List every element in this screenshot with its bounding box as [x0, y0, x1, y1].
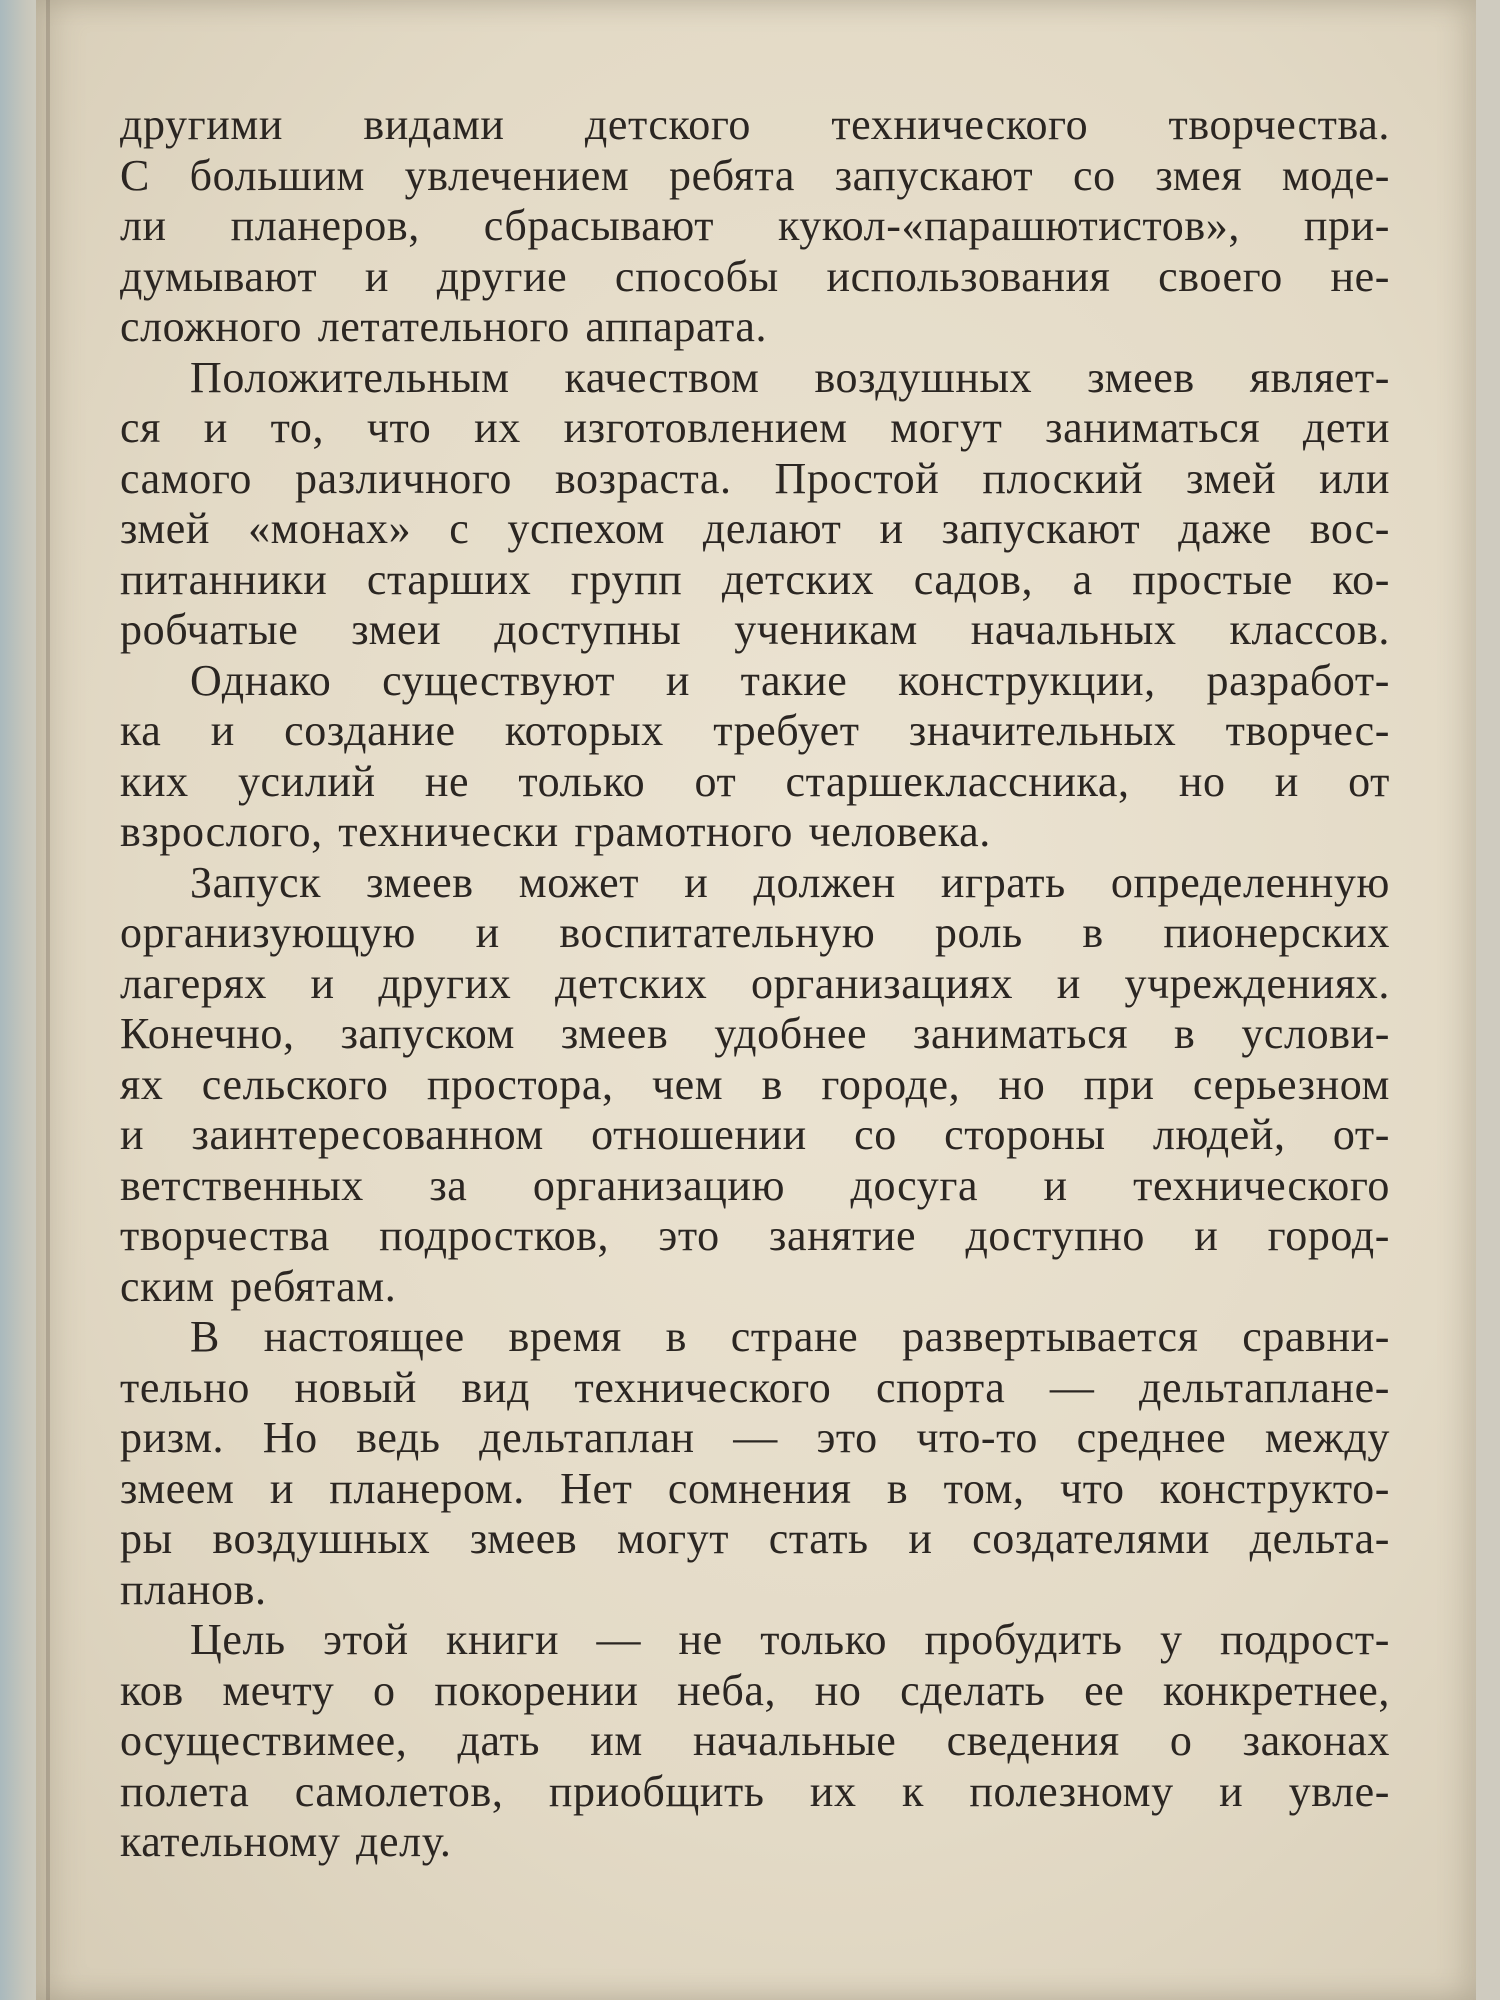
text-line: змеем и планером. Нет сомнения в том, что конструкто-	[120, 1463, 1390, 1513]
page-fold-edge	[46, 0, 50, 2000]
text-line: ризм. Но ведь дельтаплан — это что-то среднее между	[120, 1413, 1390, 1462]
text-line: ры воздушных змеев могут стать и создателями дельта-	[120, 1514, 1390, 1563]
text-line: ка и создание которых требует значительных творчес-	[120, 706, 1390, 755]
paragraph-4	[120, 858, 1390, 1313]
paragraph-3	[120, 656, 1390, 858]
text-line: ся и то, что их изготовлением могут заниматься дети	[120, 403, 1390, 452]
text-line: думывают и другие способы использования своего не-	[120, 251, 1390, 301]
paragraph-6	[120, 1615, 1390, 1868]
text-line: самого различного возраста. Простой плоский змей или	[120, 453, 1390, 503]
text-line: Цель этой книги — не только пробудить у подрост-	[190, 1615, 1390, 1664]
page-body-text	[120, 100, 1390, 1868]
text-line: ких усилий не только от старшеклассника, но и от	[120, 756, 1390, 806]
text-line: полета самолетов, приобщить их к полезному и увле-	[120, 1766, 1390, 1816]
text-line: Однако существуют и такие конструкции, разработ-	[190, 655, 1390, 705]
text-line: питанники старших групп детских садов, а простые ко-	[120, 554, 1390, 604]
text-line: планов.	[120, 1564, 267, 1614]
text-line: С большим увлечением ребята запускают со змея моде-	[120, 150, 1390, 200]
text-line: Запуск змеев может и должен играть определенную	[190, 857, 1390, 907]
text-line: лагерях и других детских организациях и учреждениях.	[120, 958, 1390, 1008]
text-line: тельно новый вид технического спорта — дельтаплане-	[120, 1362, 1390, 1412]
text-line: осуществимее, дать им начальные сведения о законах	[120, 1716, 1390, 1765]
text-line: ли планеров, сбрасывают кукол-«парашютистов», при-	[120, 201, 1390, 250]
text-line: ков мечту о покорении неба, но сделать ее конкретнее,	[120, 1665, 1390, 1715]
text-line: змей «монах» с успехом делают и запускают даже вос-	[120, 504, 1390, 553]
text-line: взрослого, технически грамотного человека.	[120, 807, 991, 856]
text-line: В настоящее время в стране развертывается сравни-	[190, 1312, 1390, 1361]
text-line: другими видами детского технического творчества.	[120, 100, 1390, 149]
text-line: кательному делу.	[120, 1817, 452, 1866]
paragraph-1	[120, 100, 1390, 353]
text-line: ях сельского простора, чем в городе, но при серьезном	[120, 1059, 1390, 1109]
text-line: организующую и воспитательную роль в пионерских	[120, 908, 1390, 957]
text-line: творчества подростков, это занятие доступно и город-	[120, 1211, 1390, 1260]
text-line: ветственных за организацию досуга и технического	[120, 1160, 1390, 1210]
text-line: Положительным качеством воздушных змеев являет-	[190, 352, 1390, 402]
paragraph-2	[120, 353, 1390, 656]
text-line: ским ребятам.	[120, 1261, 397, 1311]
text-line: сложного летательного аппарата.	[120, 302, 768, 351]
text-line: и заинтересованном отношении со стороны людей, от-	[120, 1110, 1390, 1159]
text-line: робчатые змеи доступны ученикам начальных классов.	[120, 605, 1390, 654]
paragraph-5	[120, 1312, 1390, 1615]
text-line: Конечно, запуском змеев удобнее заниматься в услови-	[120, 1009, 1390, 1058]
